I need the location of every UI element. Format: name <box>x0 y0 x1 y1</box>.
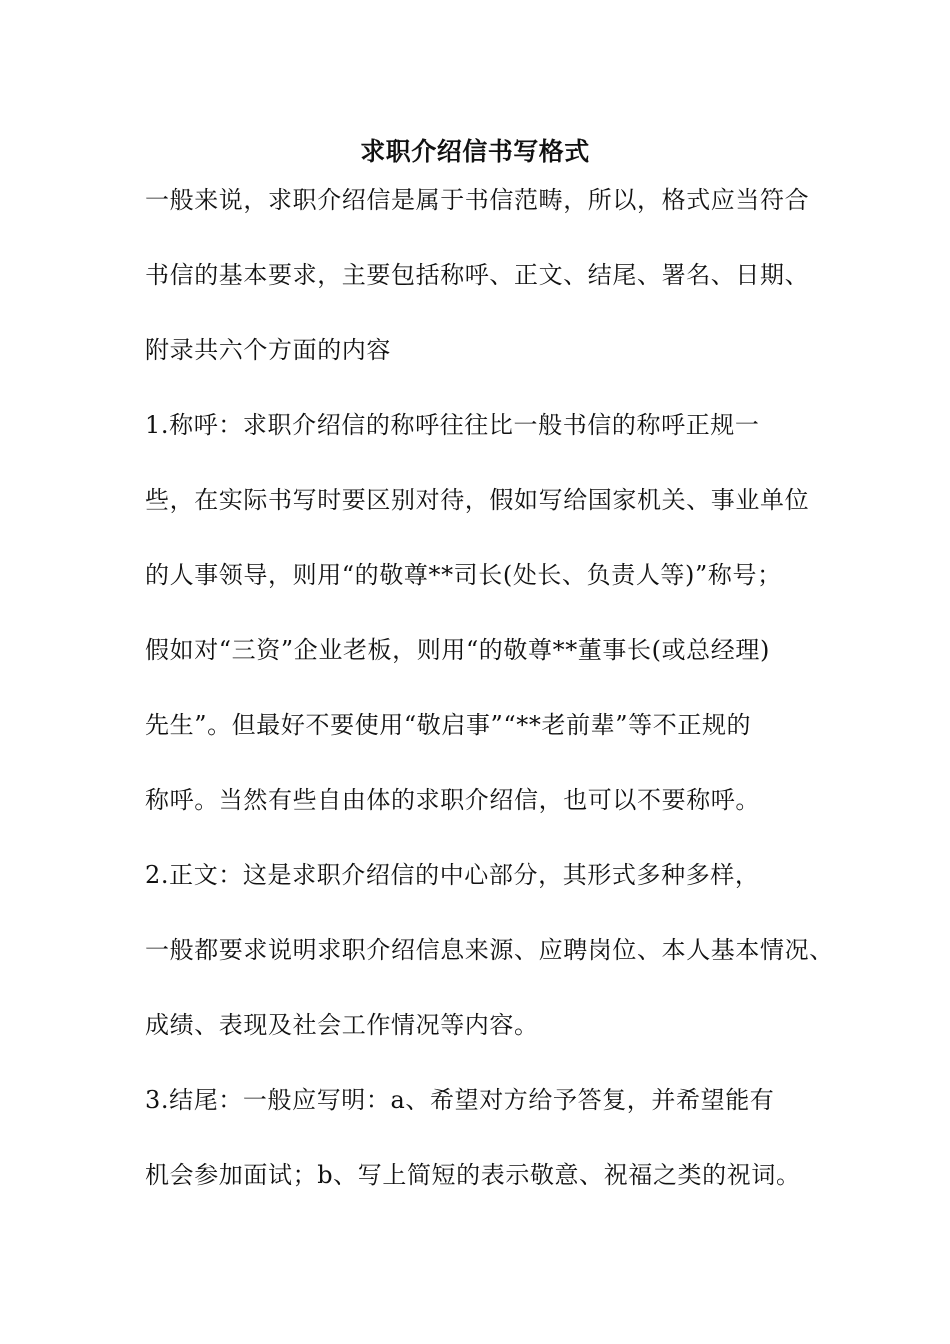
paragraph-line: 书信的基本要求，主要包括称呼、正文、结尾、署名、日期、 <box>145 261 810 289</box>
paragraph-line: 2.正文：这是求职介绍信的中心部分，其形式多种多样， <box>145 861 760 889</box>
paragraph-line: 1.称呼：求职介绍信的称呼往往比一般书信的称呼正规一 <box>145 411 760 439</box>
paragraph-line: 机会参加面试；b、写上简短的表示敬意、祝福之类的祝词。 <box>145 1161 801 1189</box>
paragraph-line: 成绩、表现及社会工作情况等内容。 <box>145 1011 539 1039</box>
paragraph-line: 假如对“三资”企业老板，则用“的敬尊**董事长(或总经理) <box>145 636 770 664</box>
paragraph-line: 的人事领导，则用“的敬尊**司长(处长、负责人等)”称号； <box>145 561 782 589</box>
paragraph-line: 些，在实际书写时要区别对待，假如写给国家机关、事业单位 <box>145 486 810 514</box>
paragraph-line: 称呼。当然有些自由体的求职介绍信，也可以不要称呼。 <box>145 786 760 814</box>
document-title: 求职介绍信书写格式 <box>360 137 590 166</box>
paragraph-line: 一般都要求说明求职介绍信息来源、应聘岗位、本人基本情况、 <box>145 936 834 964</box>
paragraph-line: 一般来说，求职介绍信是属于书信范畴，所以，格式应当符合 <box>145 186 810 214</box>
paragraph-line: 3.结尾：一般应写明：a、希望对方给予答复，并希望能有 <box>145 1086 775 1114</box>
paragraph-line: 先生”。但最好不要使用“敬启事”“**老前辈”等不正规的 <box>145 711 752 739</box>
paragraph-line: 附录共六个方面的内容 <box>145 336 391 364</box>
